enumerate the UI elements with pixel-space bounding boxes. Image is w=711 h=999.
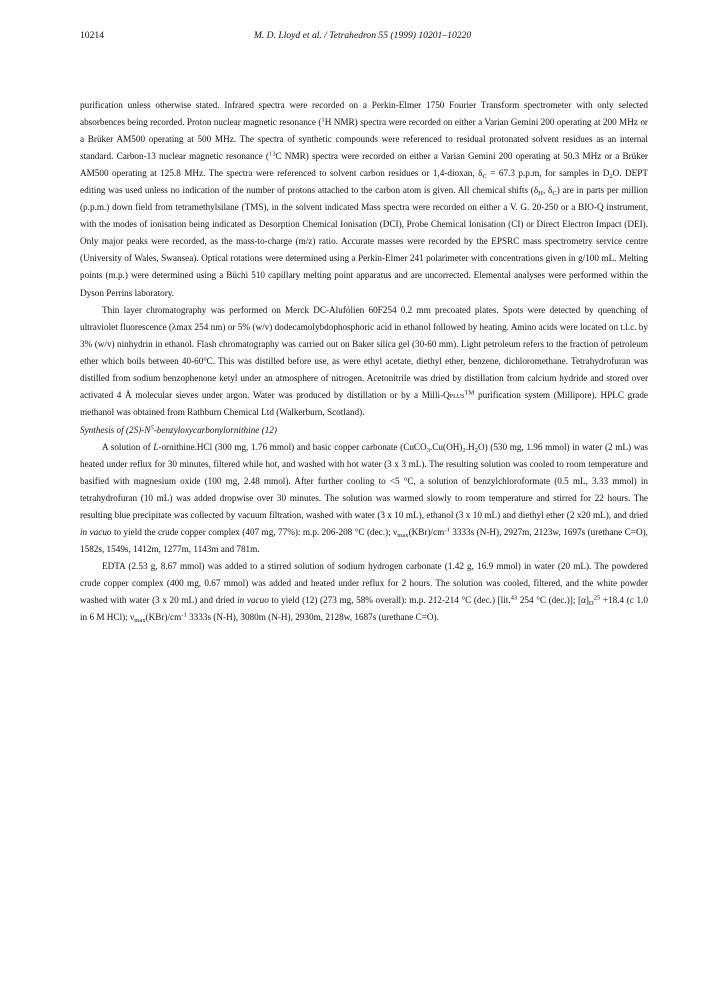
text-run: A solution of: [102, 441, 154, 452]
text-run: 2: [462, 446, 466, 454]
paragraph: [80, 302, 648, 421]
paragraph: [80, 558, 648, 626]
text-run: .H: [465, 441, 475, 452]
text-run: O) (530 mg, 1.96 mmol) in water (2 mL) was heated under reflux for 30 minutes, filtered while hot, and washed with hot water (3 x 3 mL). The resulting solution was cooled to room temperature and basified with magnesium oxide (100 mg, 2.48 mmol). After further cooling to <5 °C, a solution of benzylchloroformate (0.5 mL, 3.33 mmol) in tetrahydrofuran (10 mL) was added dropwise over 30 minutes. The solution was warmed slowly to room temperature and stirred for 22 hours. The resulting blue precipitate was collected by vacuum filtration, washed with water (3 x 10 mL), ethanol (3 x 10 mL) and diethyl ether (2 x20 mL), and dried: [80, 441, 648, 521]
text-run: +18.4 (c 1.0 in 6 M HCl); ν: [80, 595, 648, 623]
text-run: 3: [426, 446, 430, 454]
page-number: 10214: [80, 30, 104, 41]
text-run: purification unless otherwise stated. Infrared spectra were recorded on a Perkin-Elmer 1750 Fourier Transform spectrometer with only selected absorbences being recorded. Proton nuclear magnetic resonance (: [80, 100, 648, 128]
text-run: L: [153, 441, 159, 452]
text-run: C: [482, 173, 487, 181]
text-run: 2: [474, 446, 478, 454]
text-run: C: [552, 190, 557, 198]
text-run: (KBr)/cm: [408, 527, 445, 538]
text-run: TM: [464, 389, 475, 397]
text-run: ) are in parts per million (p.p.m.) down field from tetramethylsilane (TMS), in the solvent indicated Mass spectra were recorded on either a V. G. 20-250 or a BIO-Q instrument, with the modes of ionisation being indicated as Desorption Chemical Ionisation (DCI), Probe Chemical Ionisation (CI) or Direct Electron Impact (DEI). Only major peaks were recorded, as the mass-to-charge (m/z) ratio. Accurate masses were recorded by the EPSRC mass spectrometry service centre (University of Wales, Swansea). Optical rotations were determined using a Perkin-Elmer 241 polarimeter with concentrations given in g/100 mL. Melting points (m.p.) were determined using a Büchi 510 capillary melting point apparatus and are uncorrected. Elemental analyses were performed within the Dyson Perrins laboratory.: [80, 185, 648, 298]
text-run: 3333s (N-H), 3080m (N-H), 2930m, 2128w, 1687s (urethane C=O).: [186, 612, 439, 623]
text-run: D: [588, 600, 594, 608]
text-run: 254 °C (dec.)]; [α]: [517, 595, 589, 606]
text-run: purification system (Millipore). HPLC grade methanol was obtained from Rathburn Chemical Ltd (Walkerburn, Scotland).: [80, 389, 648, 417]
text-run: (KBr)/cm: [145, 612, 182, 623]
text-run: to yield (12) (273 mg, 58% overall): m.p. 212-214 °C (dec.) [lit.: [268, 595, 511, 606]
body-text: [80, 97, 648, 626]
text-run: 43: [510, 594, 518, 602]
text-run: , δ: [542, 185, 553, 196]
text-run: max: [134, 617, 146, 625]
paragraph: [80, 97, 648, 302]
text-run: H: [538, 190, 543, 198]
text-run: in vacuo: [80, 527, 112, 538]
text-run: 3333s (N-H), 2927m, 2123w, 1697s (urethane C=O), 1582s, 1549s, 1412m, 1277m, 1143m and 781m.: [80, 527, 648, 555]
journal-reference: M. D. Lloyd et al. / Tetrahedron 55 (1999) 10201–10220: [253, 30, 472, 41]
text-run: EDTA (2.53 g, 8.67 mmol) was added to a stirred solution of sodium hydrogen carbonate (1.42 g, 16.9 mmol) in water (20 mL). The powdered crude copper complex (400 mg, 0.67 mmol) was added and heated under reflux for 2 hours. The solution was cooled, filtered, and the white powder washed with water (3 x 20 mL) and dried: [80, 561, 648, 606]
text-run: -1: [181, 611, 187, 619]
text-run: max: [397, 532, 409, 540]
text-run: -ornithine.HCl (300 mg, 1.76 mmol) and basic copper carbonate (CuCO: [158, 441, 427, 452]
text-run: 2: [609, 173, 613, 181]
text-run: O. DEPT editing was used unless no indication of the number of protons attached to the carbon atom is given. All chemical shifts (δ: [80, 168, 648, 196]
paragraph: [80, 439, 648, 558]
text-run: -1: [444, 526, 450, 534]
text-run: to yield the crude copper complex (407 mg, 77%): m.p. 206-208 °C (dec.); ν: [111, 527, 398, 538]
text-run: 1: [321, 116, 325, 124]
text-run: = 67.3 p.p.m, for samples in D: [486, 168, 610, 179]
text-run: 25: [593, 594, 601, 602]
text-run: .Cu(OH): [429, 441, 463, 452]
section-heading: [80, 421, 648, 439]
text-run: 5: [150, 424, 154, 432]
text-run: Synthesis of (2S)-N: [80, 424, 151, 435]
running-header: [80, 30, 645, 46]
text-run: C. This was distilled before use, as were ethyl acetate, diethyl ether, benzene, dichloromethane. Tetrahydrofuran was distilled from sodium benzophenone ketyl under an atmosphere of nitrogen. Acetonitrile was dried by distillation from calcium hydride and stored over activated 4 Å molecular sieves under argon. Water was produced by distillation or by a Milli-: [80, 355, 648, 400]
text-run: H NMR) spectra were recorded on either a Varian Gemini 200 operating at 200 MHz or a Brüker AM500 operating at 500 MHz. The spectra of synthetic compounds were referenced to residual protonated solvent residues as an internal standard. Carbon-13 nuclear magnetic resonance (: [80, 117, 648, 162]
text-run: o: [203, 355, 207, 363]
text-run: C NMR) spectra were recorded on either a Varian Gemini 200 operating at 50.3 MHz or a Brüker AM500 operating at 125.8 MHz. The spectra were referenced to solvent carbon residues or 1,4-dioxan, δ: [80, 151, 648, 179]
text-run: Qplus: [443, 389, 465, 400]
text-run: Thin layer chromatography was performed on Merck DC-Alufólien 60F254 0.2 mm precoated plates. Spots were detected by quenching of ultraviolet fluorescence (λmax 254 nm) or 5% (w/v) dodecamolybdophosphoric acid in ethanol followed by heating. Amino acids were located on t.l.c. by 3% (w/v) ninhydrin in ethanol. Flash chromatography was carried out on Baker silica gel (30-60 mm). Light petroleum refers to the fraction of petroleum ether which boils between 40-60: [80, 304, 648, 366]
text-run: in vacuo: [237, 595, 269, 606]
text-run: 13: [268, 150, 276, 158]
text-run: -benzyloxycarbonylornithine (12): [153, 424, 277, 435]
